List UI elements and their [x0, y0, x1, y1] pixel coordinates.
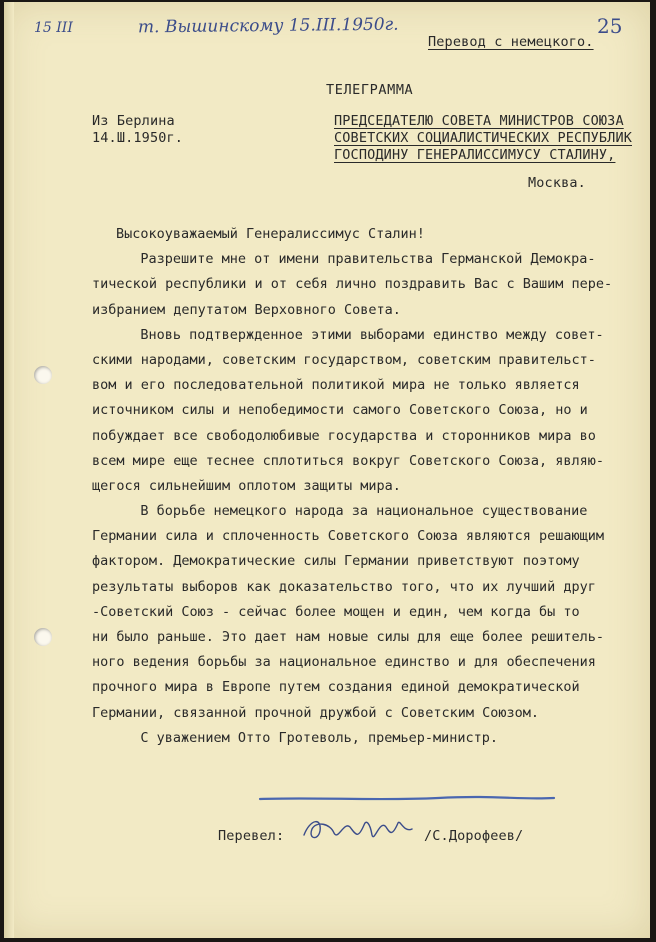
left-margin-mark: 15 III: [34, 20, 73, 36]
body-line: избранием депутатом Верховного Совета.: [92, 301, 401, 318]
translator-name: /С.Дорофеев/: [424, 828, 524, 844]
body-line: ного ведения борьбы за национальное единство и для обеспечения: [92, 654, 596, 671]
body-line: результаты выборов как доказательство того, что их лучший друг: [92, 578, 596, 595]
body-line: щегося сильнейшим оплотом защиты мира.: [92, 477, 401, 494]
body-line: В борьбе немецкого народа за национальное существование: [116, 503, 588, 520]
punch-hole-upper: [34, 366, 52, 384]
body-line: Разрешите мне от имени правительства Германской Демокра-: [116, 251, 596, 268]
origin-city: Из Берлина: [92, 113, 175, 129]
page-number: 25: [597, 14, 623, 38]
body-line: вом и его последовательной политикой мира не только является: [92, 377, 580, 394]
body-line: скими народами, советским государством, советским правительст-: [92, 351, 596, 368]
body-line: Германии, связанной прочной дружбой с Советским Союзом.: [92, 704, 540, 721]
addressee-line-3: ГОСПОДИНУ ГЕНЕРАЛИССИМУСУ СТАЛИНУ,: [334, 147, 616, 163]
body-line: побуждает все свободолюбивые государства и сторонников мира во: [92, 427, 596, 444]
addressee-line-2: СОВЕТСКИХ СОЦИАЛИСТИЧЕСКИХ РЕСПУБЛИК: [334, 130, 632, 146]
body-line: Вновь подтвержденное этими выборами единство между совет-: [116, 326, 604, 343]
body-line: фактором. Демократические силы Германии приветствуют поэтому: [92, 553, 580, 570]
page-edge-shadow: [4, 2, 14, 938]
routing-note: т. Вышинскому 15.III.1950г.: [137, 14, 399, 38]
punch-hole-lower: [34, 628, 52, 646]
body-line: всем мире еще теснее сплотиться вокруг Советского Союза, являю-: [92, 452, 605, 469]
translated-by-label: Перевел:: [218, 828, 285, 844]
origin-date: 14.Ш.1950г.: [92, 130, 184, 146]
translation-note: Перевод с немецкого.: [428, 34, 594, 50]
body-line: ни было раньше. Это дает нам новые силы для еще более решитель-: [92, 629, 605, 645]
body-line: -Советский Союз - сейчас более мощен и един, чем когда бы то: [92, 603, 580, 620]
document-type-title: ТЕЛЕГРАММА: [326, 82, 414, 98]
addressee-line-1: ПРЕДСЕДАТЕЛЮ СОВЕТА МИНИСТРОВ СОЮЗА: [334, 113, 624, 129]
body-line: прочного мира в Европе путем создания единой демократической: [92, 679, 580, 696]
destination-city: Москва.: [528, 175, 586, 191]
body-line: источником силы и непобедимости самого Советского Союза, но и: [92, 402, 588, 419]
pencil-underline: [258, 793, 558, 805]
body-line: Германии сила и сплоченность Советского Союза являются решающим: [92, 528, 605, 545]
translator-signature: [300, 813, 420, 847]
telegram-body: [92, 222, 656, 751]
body-line: тической республики и от себя лично поздравить Вас с Вашим пере-: [92, 276, 613, 293]
salutation: Высокоуважаемый Генералиссимус Сталин!: [116, 226, 425, 242]
closing-line: С уважением Отто Гротеволь, премьер-министр.: [116, 729, 499, 746]
